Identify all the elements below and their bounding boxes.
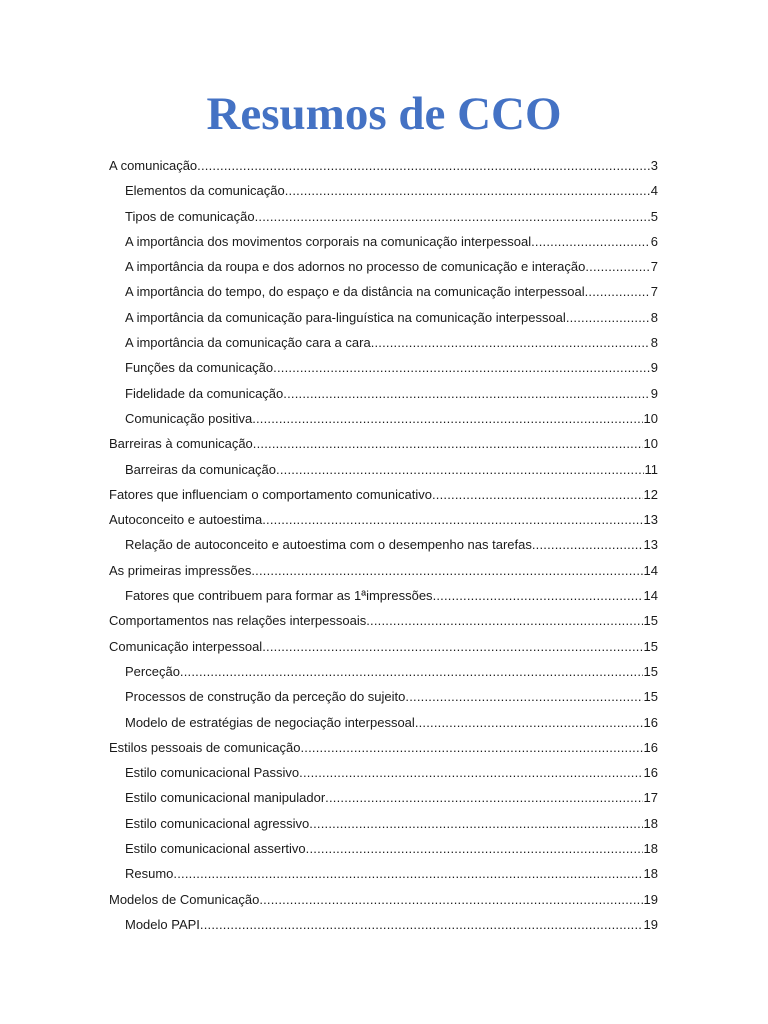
- toc-entry-label: Elementos da comunicação: [125, 183, 285, 199]
- toc-page-number: 7: [650, 259, 658, 275]
- toc-dot-leader: [197, 153, 650, 178]
- toc-entry[interactable]: [109, 912, 658, 937]
- toc-entry-label: Estilos pessoais de comunicação: [109, 739, 301, 755]
- toc-entry-label: A importância do tempo, do espaço e da distância na comunicação interpessoal: [125, 284, 585, 300]
- toc-entry[interactable]: [109, 381, 658, 406]
- toc-entry-label: Autoconceito e autoestima: [109, 512, 263, 528]
- toc-dot-leader: [306, 836, 643, 861]
- toc-entry[interactable]: [109, 229, 658, 254]
- toc-entry[interactable]: [109, 760, 658, 785]
- toc-page-number: 15: [643, 613, 658, 629]
- toc-dot-leader: [432, 482, 643, 507]
- toc-entry[interactable]: [109, 431, 658, 456]
- toc-page-number: 7: [650, 284, 658, 300]
- toc-page-number: 19: [643, 916, 658, 932]
- toc-page-number: 11: [644, 461, 658, 477]
- toc-dot-leader: [433, 583, 643, 608]
- toc-entry-label: Relação de autoconceito e autoestima com o desempenho nas tarefas: [125, 537, 532, 553]
- toc-dot-leader: [173, 861, 642, 886]
- toc-entry[interactable]: [109, 406, 658, 431]
- toc-entry[interactable]: [109, 482, 658, 507]
- toc-dot-leader: [585, 279, 650, 304]
- toc-dot-leader: [285, 178, 650, 203]
- toc-dot-leader: [531, 229, 650, 254]
- toc-page-number: 15: [643, 663, 658, 679]
- toc-entry-label: Perceção: [125, 663, 180, 679]
- toc-entry[interactable]: [109, 684, 658, 709]
- toc-entry-label: A importância da roupa e dos adornos no processo de comunicação e interação: [125, 259, 586, 275]
- toc-entry[interactable]: [109, 204, 658, 229]
- toc-entry-label: Comportamentos nas relações interpessoais: [109, 613, 367, 629]
- toc-entry[interactable]: [109, 811, 658, 836]
- toc-dot-leader: [405, 684, 642, 709]
- toc-entry[interactable]: [109, 558, 658, 583]
- toc-entry-label: Resumo: [125, 866, 174, 882]
- toc-dot-leader: [276, 457, 643, 482]
- toc-dot-leader: [371, 330, 650, 355]
- toc-entry-label: A importância dos movimentos corporais na comunicação interpessoal: [125, 233, 532, 249]
- toc-entry[interactable]: [109, 634, 658, 659]
- toc-entry[interactable]: [109, 153, 658, 178]
- toc-entry-label: Barreiras da comunicação: [125, 461, 277, 477]
- toc-page-number: 13: [643, 512, 658, 528]
- toc-entry-label: Estilo comunicacional Passivo: [125, 765, 300, 781]
- toc-page-number: 16: [643, 714, 658, 730]
- toc-page-number: 18: [643, 841, 658, 857]
- toc-entry[interactable]: [109, 457, 658, 482]
- toc-page-number: 16: [643, 765, 658, 781]
- toc-entry-label: Barreiras à comunicação: [109, 436, 253, 452]
- toc-dot-leader: [366, 608, 642, 633]
- toc-entry[interactable]: [109, 305, 658, 330]
- toc-page-number: 4: [650, 183, 658, 199]
- toc-entry[interactable]: [109, 583, 658, 608]
- toc-entry[interactable]: [109, 659, 658, 684]
- toc-dot-leader: [566, 305, 650, 330]
- toc-page-number: 16: [643, 739, 658, 755]
- toc-dot-leader: [253, 431, 643, 456]
- toc-page-number: 18: [643, 815, 658, 831]
- toc-entry-label: A importância da comunicação cara a cara: [125, 335, 371, 351]
- toc-entry[interactable]: [109, 507, 658, 532]
- table-of-contents: [109, 153, 658, 937]
- toc-dot-leader: [283, 381, 649, 406]
- toc-page-number: 15: [643, 638, 658, 654]
- toc-entry-label: Processos de construção da perceção do sujeito: [125, 689, 406, 705]
- toc-dot-leader: [251, 558, 642, 583]
- toc-page-number: 6: [650, 233, 658, 249]
- toc-entry[interactable]: [109, 861, 658, 886]
- toc-entry[interactable]: [109, 785, 658, 810]
- document-title: Resumos de CCO: [206, 88, 562, 140]
- toc-entry[interactable]: [109, 178, 658, 203]
- toc-dot-leader: [585, 254, 649, 279]
- toc-entry-label: Fatores que influenciam o comportamento comunicativo: [109, 486, 432, 502]
- toc-entry-label: Comunicação interpessoal: [109, 638, 263, 654]
- toc-entry[interactable]: [109, 254, 658, 279]
- toc-entry[interactable]: [109, 355, 658, 380]
- toc-entry[interactable]: [109, 608, 658, 633]
- toc-dot-leader: [532, 532, 643, 557]
- toc-page-number: 14: [643, 562, 658, 578]
- toc-entry-label: A importância da comunicação para-linguística na comunicação interpessoal: [125, 309, 566, 325]
- toc-entry-label: Tipos de comunicação: [125, 208, 255, 224]
- toc-page-number: 5: [650, 208, 658, 224]
- toc-entry-label: Estilo comunicacional agressivo: [125, 815, 310, 831]
- toc-page-number: 12: [643, 486, 658, 502]
- toc-entry[interactable]: [109, 710, 658, 735]
- toc-entry-label: Fidelidade da comunicação: [125, 385, 284, 401]
- toc-dot-leader: [273, 355, 650, 380]
- toc-page-number: 10: [643, 410, 658, 426]
- toc-page-number: 13: [643, 537, 658, 553]
- toc-page-number: 14: [643, 588, 658, 604]
- toc-page-number: 15: [643, 689, 658, 705]
- toc-page-number: 10: [643, 436, 658, 452]
- toc-dot-leader: [301, 735, 643, 760]
- toc-entry-label: Estilo comunicacional manipulador: [125, 790, 326, 806]
- toc-dot-leader: [255, 204, 650, 229]
- toc-dot-leader: [200, 912, 643, 937]
- toc-page-number: 9: [650, 360, 658, 376]
- toc-entry[interactable]: [109, 279, 658, 304]
- toc-dot-leader: [259, 887, 642, 912]
- toc-dot-leader: [180, 659, 643, 684]
- toc-entry-label: Modelos de Comunicação: [109, 891, 260, 907]
- toc-dot-leader: [299, 760, 642, 785]
- toc-entry-label: As primeiras impressões: [109, 562, 252, 578]
- toc-entry-label: A comunicação: [109, 158, 198, 173]
- toc-entry-label: Modelo PAPI: [125, 916, 200, 932]
- toc-page-number: 18: [643, 866, 658, 882]
- toc-entry[interactable]: [109, 532, 658, 557]
- toc-entry-label: Comunicação positiva: [125, 410, 253, 426]
- toc-page-number: 8: [650, 335, 658, 351]
- toc-page-number: 9: [650, 385, 658, 401]
- toc-page-number: 19: [643, 891, 658, 907]
- toc-page-number: 3: [650, 158, 658, 173]
- toc-dot-leader: [262, 507, 642, 532]
- toc-entry[interactable]: [109, 735, 658, 760]
- toc-entry[interactable]: [109, 887, 658, 912]
- toc-dot-leader: [309, 811, 642, 836]
- toc-page-number: 17: [643, 790, 658, 806]
- toc-dot-leader: [415, 710, 643, 735]
- toc-entry-label: Funções da comunicação: [125, 360, 274, 376]
- toc-dot-leader: [262, 634, 642, 659]
- toc-entry-label: Fatores que contribuem para formar as 1ªimpressões: [125, 588, 433, 604]
- toc-page-number: 8: [650, 309, 658, 325]
- toc-entry[interactable]: [109, 836, 658, 861]
- toc-entry-label: Estilo comunicacional assertivo: [125, 841, 306, 857]
- toc-entry-label: Modelo de estratégias de negociação interpessoal: [125, 714, 415, 730]
- toc-dot-leader: [325, 785, 642, 810]
- toc-entry[interactable]: [109, 330, 658, 355]
- toc-dot-leader: [252, 406, 642, 431]
